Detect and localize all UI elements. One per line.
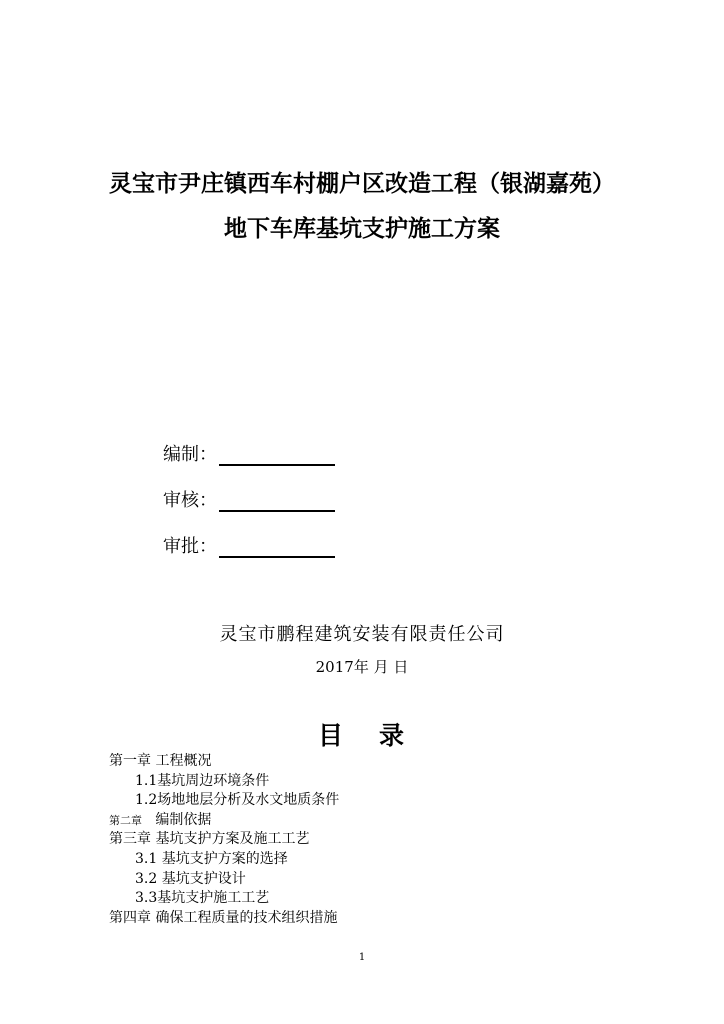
page-number: 1 — [358, 952, 366, 963]
toc-item-text: 编制依据 — [142, 811, 212, 828]
signature-label: 审批： — [163, 536, 217, 557]
toc-item: 3.3基坑支护施工工艺 — [135, 890, 270, 907]
toc-title: 目录 — [318, 721, 441, 750]
company-name: 灵宝市鹏程建筑安装有限责任公司 — [219, 624, 505, 645]
toc-item: 第四章 确保工程质量的技术组织措施 — [109, 909, 338, 926]
signature-label: 编制： — [163, 444, 217, 465]
signature-blank-line — [219, 492, 335, 512]
document-title-line2: 地下车库基坑支护施工方案 — [224, 216, 500, 242]
toc-item: 第一章 工程概况 — [109, 753, 212, 769]
toc-item-prefix: 第二章 — [109, 813, 142, 827]
signature-approve — [163, 532, 335, 558]
toc-item — [109, 811, 629, 831]
signature-label: 审核： — [163, 490, 217, 511]
signature-blank-line — [219, 538, 335, 558]
table-of-contents — [109, 752, 629, 928]
toc-item: 1.2场地地层分析及水文地质条件 — [135, 792, 340, 809]
toc-item: 1.1基坑周边环境条件 — [135, 772, 270, 789]
document-title-line1: 灵宝市尹庄镇西车村棚户区改造工程（银湖嘉苑） — [109, 171, 615, 197]
signature-blank-line — [219, 446, 335, 466]
toc-item: 3.1 基坑支护方案的选择 — [135, 850, 288, 867]
toc-item: 第三章 基坑支护方案及施工工艺 — [109, 831, 310, 848]
signature-review — [163, 486, 335, 512]
signature-compile — [163, 440, 335, 466]
toc-item: 3.2 基坑支护设计 — [135, 870, 246, 887]
document-date: 2017年 月 日 — [315, 658, 409, 676]
